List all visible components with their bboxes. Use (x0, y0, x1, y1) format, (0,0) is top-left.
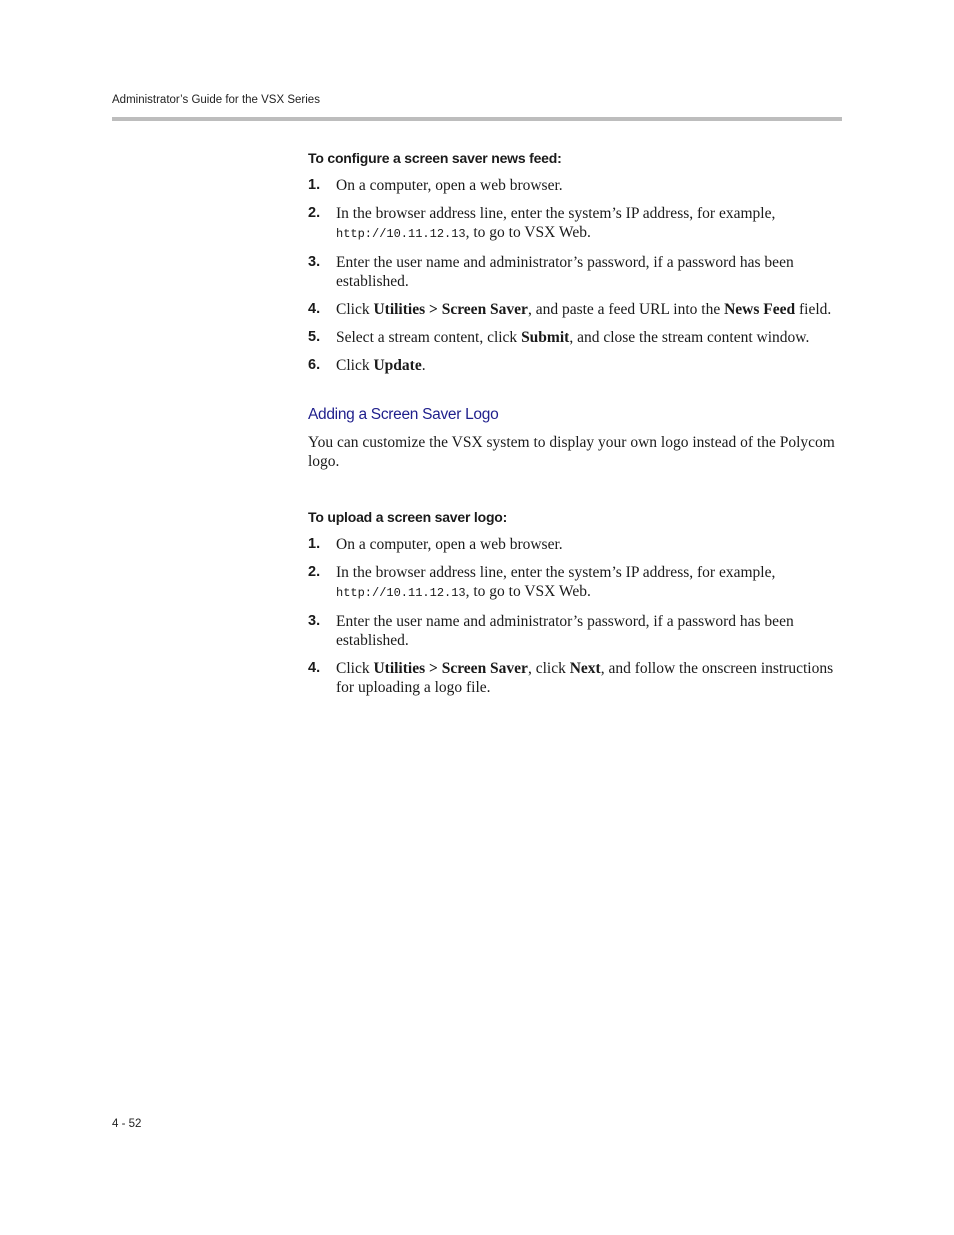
ui-path: Utilities > Screen Saver (373, 660, 528, 677)
step-text: , click (527, 660, 570, 677)
list-item (308, 176, 842, 195)
step-text: On a computer, open a web browser. (336, 536, 563, 553)
step-number: 2. (308, 205, 321, 221)
procedure-title-upload-logo: To upload a screen saver logo: (308, 509, 508, 525)
step-number: 2. (308, 564, 321, 580)
list-item (308, 328, 842, 347)
running-header: Administrator’s Guide for the VSX Series (112, 94, 320, 106)
step-text: Enter the user name and administrator’s password, if a password has been established. (336, 613, 794, 649)
list-item (308, 563, 842, 603)
field-name: News Feed (724, 301, 796, 318)
button-name: Submit (521, 329, 570, 346)
step-text: Click (336, 301, 374, 318)
step-number: 6. (308, 357, 321, 373)
list-item (308, 659, 842, 697)
example-url: http://10.11.12.13 (336, 586, 466, 600)
step-number: 4. (308, 660, 321, 676)
button-name: Update (373, 357, 422, 374)
main-content (308, 148, 842, 706)
list-item (308, 356, 842, 375)
step-text: In the browser address line, enter the system’s IP address, for example, (336, 205, 776, 222)
list-item (308, 535, 842, 554)
section-heading: Adding a Screen Saver Logo (308, 406, 499, 423)
news-feed-steps (308, 176, 842, 375)
list-item (308, 300, 842, 319)
step-text: , and close the stream content window. (569, 329, 810, 346)
section-paragraph: You can customize the VSX system to display your own logo instead of the Polycom logo. (308, 434, 835, 470)
step-text: Select a stream content, click (336, 329, 522, 346)
step-text: Click (336, 357, 374, 374)
procedure-title-news-feed: To configure a screen saver news feed: (308, 150, 562, 166)
step-number: 3. (308, 254, 321, 270)
page-number: 4 - 52 (112, 1118, 142, 1130)
step-text: field. (795, 301, 832, 318)
example-url: http://10.11.12.13 (336, 227, 466, 241)
step-text: . (421, 357, 426, 374)
ui-path: Utilities > Screen Saver (373, 301, 528, 318)
step-number: 5. (308, 329, 321, 345)
list-item (308, 204, 842, 244)
step-text: Enter the user name and administrator’s password, if a password has been established. (336, 254, 794, 290)
list-item (308, 612, 842, 650)
step-text: Click (336, 660, 374, 677)
step-text: In the browser address line, enter the system’s IP address, for example, (336, 564, 776, 581)
header-rule (112, 117, 842, 121)
step-text: , to go to VSX Web. (465, 583, 591, 600)
list-item (308, 253, 842, 291)
button-name: Next (569, 660, 601, 677)
step-text: On a computer, open a web browser. (336, 177, 563, 194)
step-number: 1. (308, 536, 321, 552)
upload-logo-steps (308, 535, 842, 697)
step-number: 1. (308, 177, 321, 193)
step-number: 3. (308, 613, 321, 629)
step-text: , and follow the onscreen instructions for uploading a logo file. (336, 660, 834, 696)
step-text: , to go to VSX Web. (465, 224, 591, 241)
step-text: , and paste a feed URL into the (527, 301, 725, 318)
step-number: 4. (308, 301, 321, 317)
